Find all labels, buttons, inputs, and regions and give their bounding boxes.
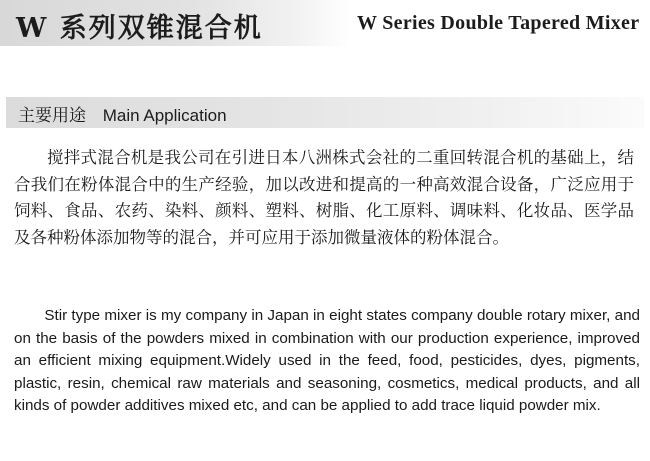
description-chinese: 搅拌式混合机是我公司在引进日本八洲株式会社的二重回转混合机的基础上，结合我们在粉体混合中的生产经验，加以改进和提高的一种高效混合设备，广泛应用于饲料、食品、农药、染料、颜料、塑料、树脂、化工原料、调味料、化妆品、医学品及各种粉体添加物等的混合，并可应用于添加微量液体的粉体混合。 <box>14 148 634 247</box>
section-title <box>18 101 227 126</box>
section-title-english: Main Application <box>102 106 227 125</box>
description-english: Stir type mixer is my company in Japan in eight states company double rotary mixer, and on the basis of the powders mixed in combination with our production experience, improved an efficient mixing equipment.Widely used in the feed, food, pesticides, dyes, pigments, plastic, resin, chemical raw materials and seasoning, cosmetics, medical products, and all kinds of powder additives mixed etc, and can be applied to add trace liquid powder mix. <box>14 307 640 414</box>
section-title-chinese: 主要用途 <box>18 106 86 126</box>
page-title-chinese: W 系列双锥混合机 <box>16 13 263 44</box>
page-title-english: W Series Double Tapered Mixer <box>357 12 640 34</box>
